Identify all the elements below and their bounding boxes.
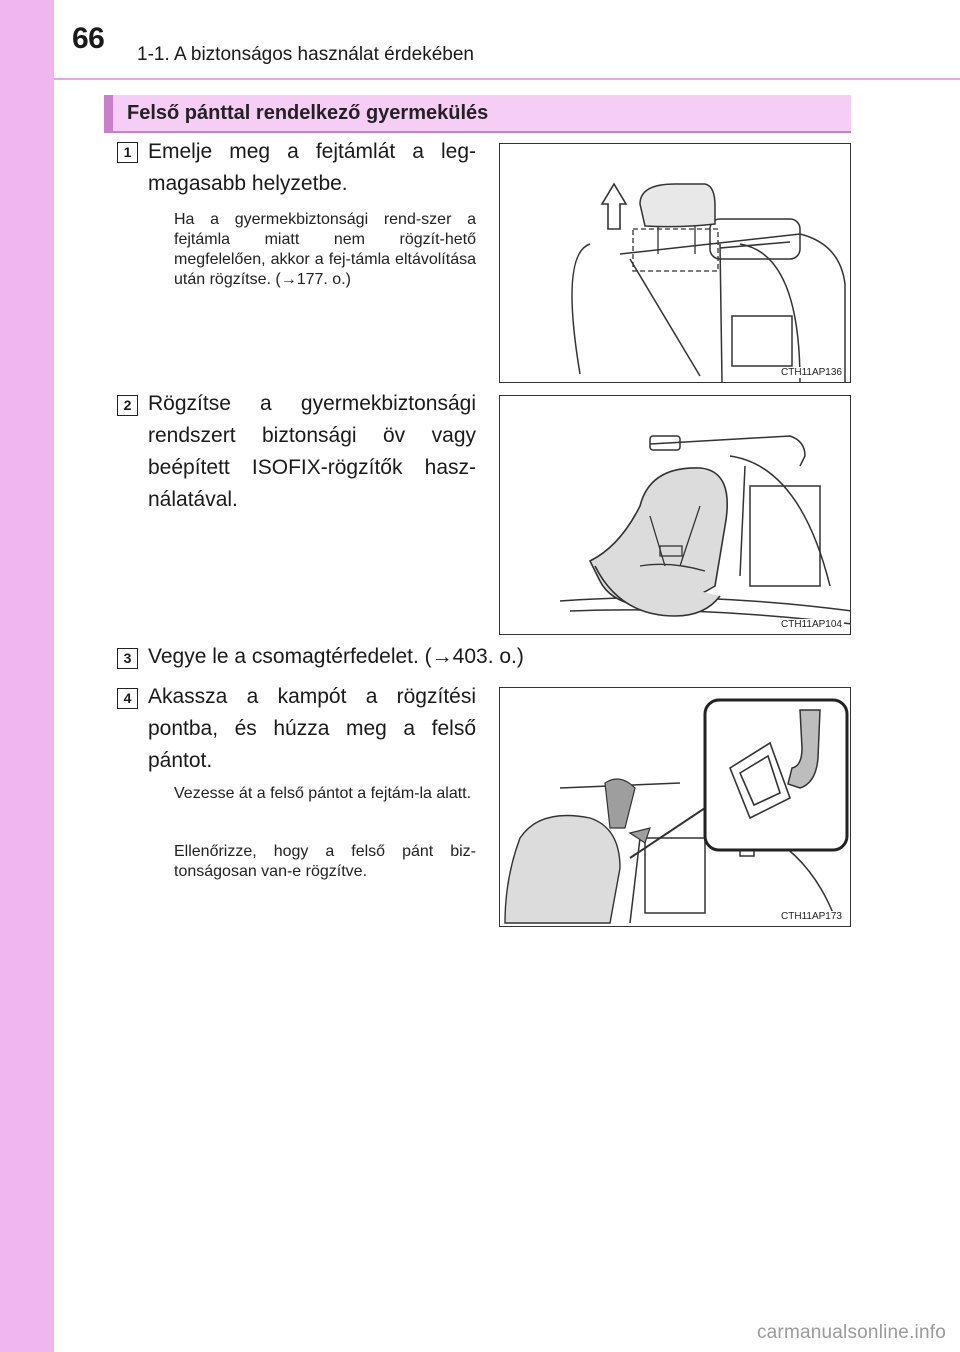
step-number-3: 3 <box>117 648 138 669</box>
step-4-text: Akassza a kampót a rögzítési pontba, és húzza meg a felső pántot. <box>148 685 476 772</box>
step-2-text: Rögzítse a gyermekbiztonsági rendszert biztonsági öv vagy beépített ISOFIX-rögzítők hasz-nálatával. <box>148 392 476 511</box>
figure-code-4: CTH11AP173 <box>781 911 842 922</box>
chapter-side-strip <box>0 0 54 1352</box>
tether-anchor-illustration <box>500 688 851 927</box>
step-3-text: Vegye le a csomagtérfedelet. (→403. o.) <box>148 645 524 668</box>
chapter-title: 1-1. A biztonságos használat érdekében <box>137 44 474 65</box>
step-number-4: 4 <box>117 688 138 709</box>
page-number: 66 <box>72 22 105 55</box>
step-1-note: Ha a gyermekbiztonsági rend-szer a fejtámla miatt nem rögzít-hető megfelelően, akkor a fej-támla eltávolítása után rögzítse. (→177. o.) <box>174 211 476 288</box>
step-4-note-2: Ellenőrizze, hogy a felső pánt biz-tonságosan van-e rögzítve. <box>174 843 476 880</box>
step-1-text: Emelje meg a fejtámlát a leg-magasabb helyzetbe. <box>148 140 476 195</box>
figure-top-tether-anchor <box>499 687 851 927</box>
section-heading-bar <box>104 95 851 131</box>
page-header <box>54 0 960 78</box>
headrest-illustration <box>500 144 851 383</box>
figure-headrest-raise <box>499 143 851 383</box>
footer-watermark: carmanualsonline.info <box>756 1322 946 1343</box>
header-divider <box>54 78 960 80</box>
figure-child-seat-install <box>499 395 851 635</box>
child-seat-illustration <box>500 396 851 635</box>
step-number-1: 1 <box>117 142 138 163</box>
step-4-note-1: Vezesse át a felső pántot a fejtám-la alatt. <box>174 785 472 802</box>
step-number-2: 2 <box>117 395 138 416</box>
figure-code-2: CTH11AP104 <box>781 619 842 630</box>
figure-code-1: CTH11AP136 <box>781 367 842 378</box>
section-title: Felső pánttal rendelkező gyermekülés <box>127 102 489 124</box>
